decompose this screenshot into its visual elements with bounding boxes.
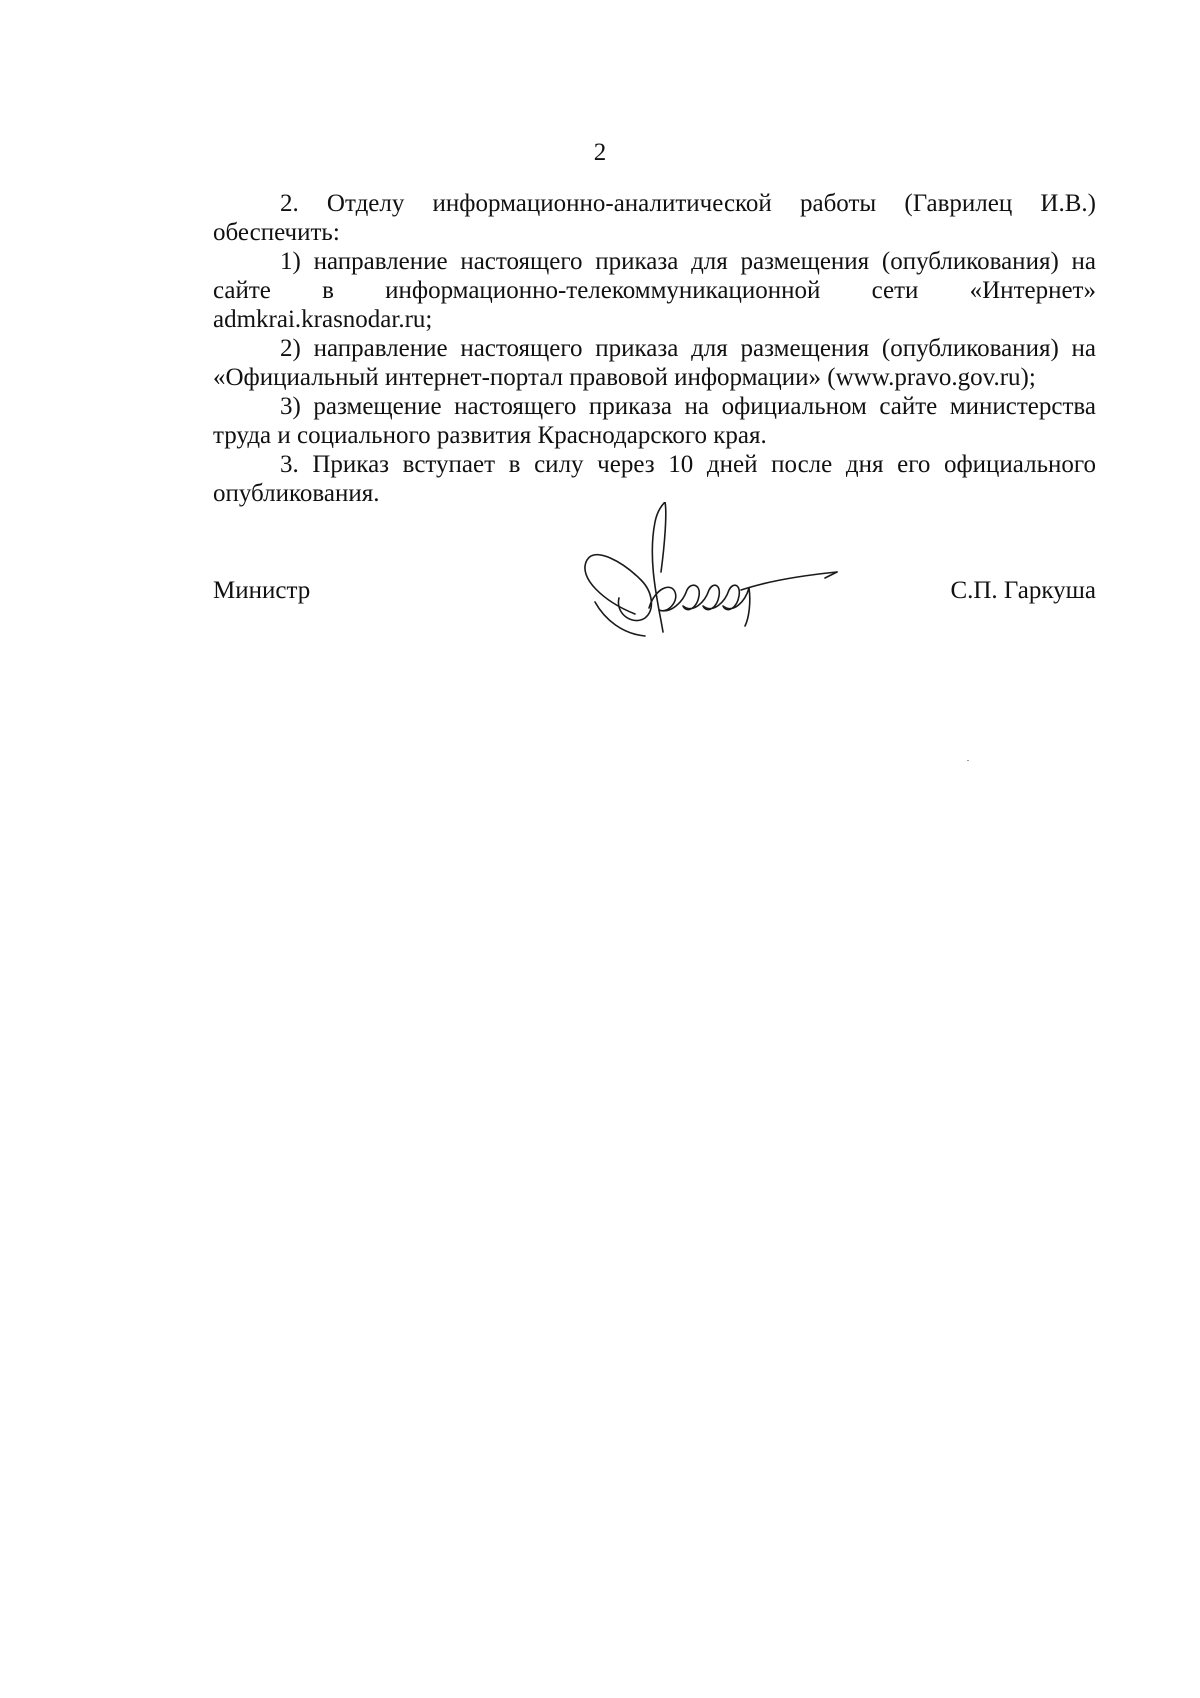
paragraph-text: 3. Приказ вступает в силу через 10 дней после дня его официального опубликования. (213, 451, 1096, 507)
paragraph-subitem-2 (213, 334, 1096, 392)
signatory-name: С.П. Гаркуша (950, 577, 1096, 604)
paragraph-subitem-1 (213, 247, 1096, 334)
signature-block (213, 576, 1096, 616)
paragraph-text: 2. Отделу информационно-аналитической работы (Гаврилец И.В.) обеспечить: (213, 190, 1096, 246)
paragraph-item-2 (213, 189, 1096, 247)
signatory-position: Министр (213, 577, 311, 604)
paragraph-text: 3) размещение настоящего приказа на официальном сайте министерства труда и социального развития Краснодарского края. (213, 393, 1096, 449)
paragraph-subitem-3 (213, 392, 1096, 450)
scan-speck (967, 760, 969, 761)
document-body (213, 189, 1096, 508)
paragraph-item-3 (213, 450, 1096, 508)
paragraph-text: 2) направление настоящего приказа для размещения (опубликования) на «Официальный интернет-портал правовой информации» (www.pravo.gov.ru); (213, 335, 1096, 391)
page-number: 2 (593, 139, 607, 166)
paragraph-text: 1) направление настоящего приказа для размещения (опубликования) на сайте в информационно-телекоммуникационной сети «Интернет» admkrai.krasnodar.ru; (213, 248, 1096, 333)
